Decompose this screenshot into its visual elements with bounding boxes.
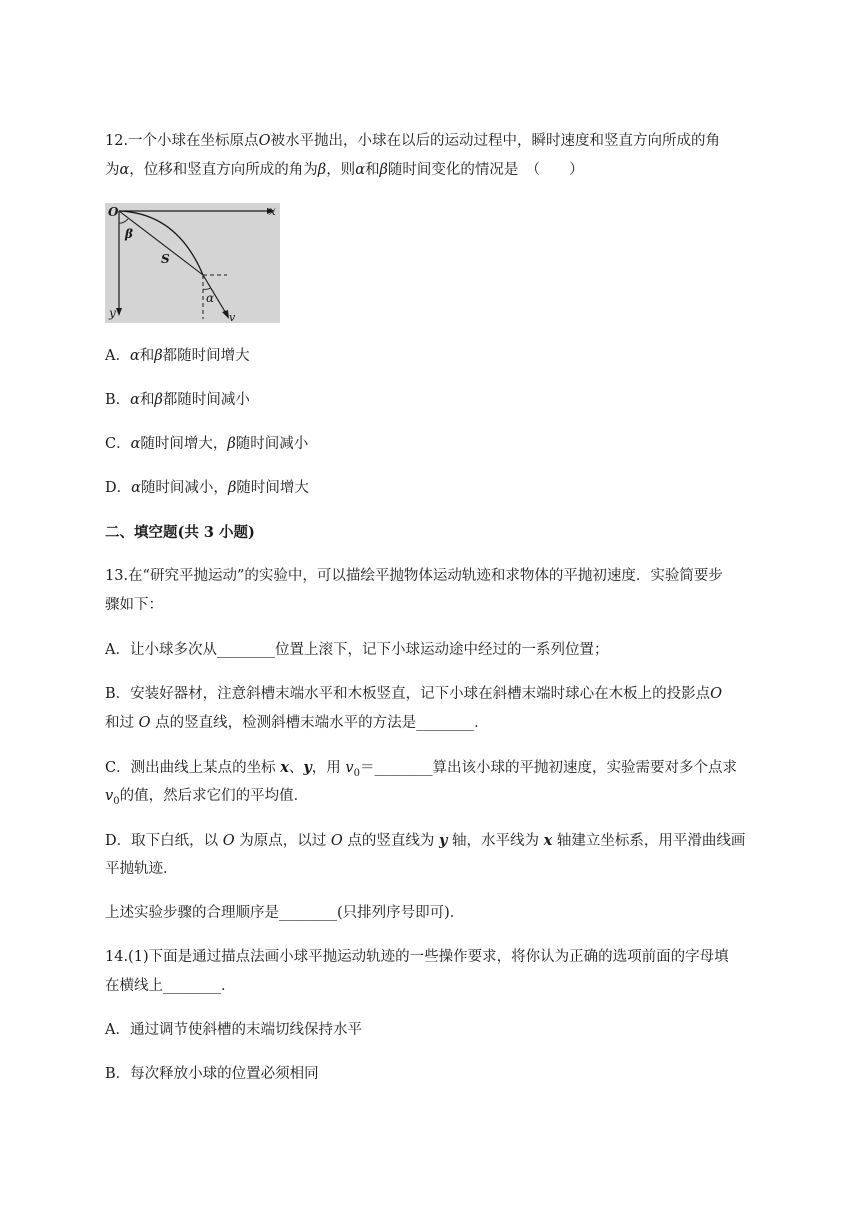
q12-option-a: A．α和β都随时间增大 (105, 348, 250, 364)
q13-step-b-line2: 和过 O 点的竖直线，检测斜槽末端水平的方法是________． (105, 715, 489, 731)
q13-step-b-line1: B．安装好器材，注意斜槽末端水平和木板竖直，记下小球在斜槽末端时球心在木板上的投影点O (105, 686, 723, 702)
q14-option-a: A．通过调节使斜槽的末端切线保持水平 (105, 1022, 362, 1038)
q14-stem-line1: 14.(1)下面是通过描点法画小球平抛运动轨迹的一些操作要求，将你认为正确的选项前面的字母填 (105, 949, 729, 965)
beta-label: β (125, 227, 133, 241)
origin-label: O (108, 205, 119, 219)
q12-stem-line1: 12.一个小球在坐标原点O被水平抛出，小球在以后的运动过程中，瞬时速度和竖直方向所成的角 (105, 133, 720, 149)
x-label: x (269, 204, 276, 218)
q13-step-c-line1: C．测出曲线上某点的坐标 x、y，用 $v_0=\_\_\_\_\_\_\_\_$算出该小球的平抛初速度，实验需要对多个点求 (105, 759, 737, 779)
v-label: v (229, 311, 236, 323)
q14-stem-line2: 在横线上________． (105, 978, 236, 994)
q12-option-b: B．α和β都随时间减小 (105, 392, 250, 408)
q13-order: 上述实验步骤的合理顺序是________(只排列序号即可)． (105, 905, 465, 921)
q12-option-c: C．α随时间增大，β随时间减小 (105, 436, 309, 452)
q13-stem-line1: 13.在“研究平抛运动”的实验中，可以描绘平抛物体运动轨迹和求物体的平抛初速度．实验简要步 (105, 568, 723, 584)
section-heading: 二、填空题(共 3 小题) (105, 524, 255, 541)
q14-option-b: B．每次释放小球的位置必须相同 (105, 1066, 319, 1082)
projectile-figure (105, 203, 280, 323)
alpha-label: α (206, 291, 215, 305)
q12-option-d: D．α随时间减小，β随时间增大 (105, 480, 309, 496)
q12-stem-line2: 为α，位移和竖直方向所成的角为β，则α和β随时间变化的情况是 （ ） (105, 162, 584, 178)
q13-step-d-line2: 平抛轨迹． (105, 861, 178, 877)
q13-step-d-line1: D．取下白纸，以 O 为原点，以过 O 点的竖直线为 y 轴，水平线为 x 轴建立坐标系，用平滑曲线画 (105, 832, 746, 849)
y-label: y (109, 306, 116, 320)
s-label: S (161, 252, 170, 266)
q13-step-c-line2: $v_0$的值，然后求它们的平均值． (105, 788, 309, 807)
q13-stem-line2: 骤如下： (105, 597, 163, 613)
q13-step-a: A．让小球多次从________位置上滚下，记下小球运动途中经过的一系列位置； (105, 642, 609, 658)
